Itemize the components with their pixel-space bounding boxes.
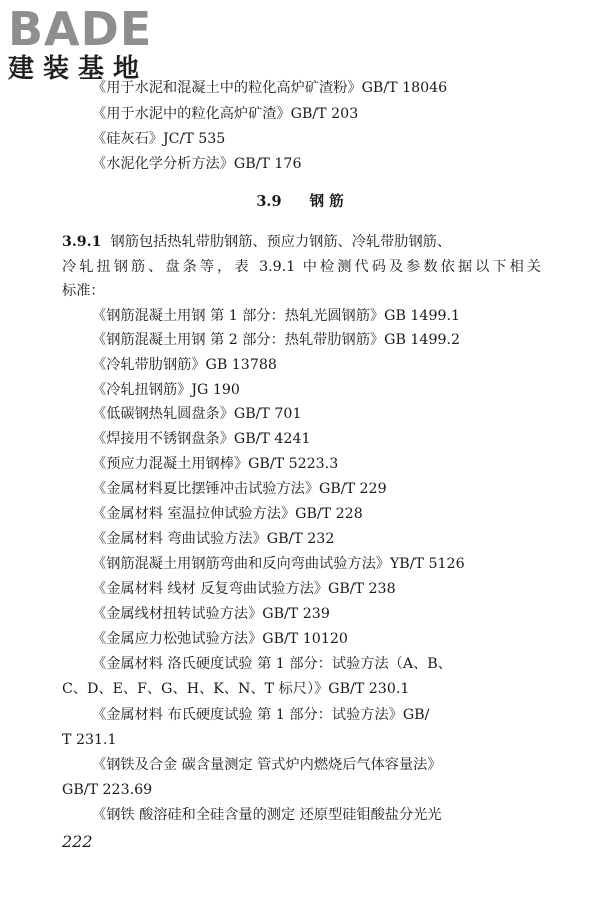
reference-line: 《钢筋混凝土用钢 第 1 部分：热轧光圆钢筋》GB 1499.1: [92, 308, 461, 324]
section-title: 钢 筋: [309, 193, 344, 210]
reference-line: 《金属材料 弯曲试验方法》GB/T 232: [92, 531, 335, 547]
reference-line: 《冷轧带肋钢筋》GB 13788: [92, 357, 277, 373]
reference-line: 《低碳钢热轧圆盘条》GB/T 701: [92, 406, 302, 422]
section-heading: [0, 192, 600, 212]
logo-chinese: 建装基地: [8, 54, 149, 84]
reference-line: 《金属应力松弛试验方法》GB/T 10120: [92, 631, 348, 647]
reference-line: 《钢铁 酸溶硅和全硅含量的测定 还原型硅钼酸盐分光光: [92, 807, 442, 823]
section-number: 3.9: [256, 193, 282, 210]
reference-line: 《钢筋混凝土用钢 第 2 部分：热轧带肋钢筋》GB 1499.2: [92, 332, 461, 348]
reference-line-continued: C、D、E、F、G、H、K、N、T 标尺）》GB/T 230.1: [62, 681, 410, 697]
reference-line: 《用于水泥和混凝土中的粒化高炉矿渣粉》GB/T 18046: [92, 80, 448, 96]
reference-line-continued: GB/T 223.69: [62, 782, 153, 798]
clause-number: 3.9.1: [62, 234, 102, 250]
reference-line: 《金属材料 室温拉伸试验方法》GB/T 228: [92, 506, 363, 522]
logo-wordmark: BADE: [8, 2, 153, 56]
reference-line: 《金属材料夏比摆锤冲击试验方法》GB/T 229: [92, 481, 387, 497]
reference-line: 《冷轧扭钢筋》JG 190: [92, 382, 240, 398]
page-number: 222: [62, 832, 93, 851]
reference-line: 《硅灰石》JC/T 535: [92, 131, 226, 147]
clause-line-3: 标准：: [62, 283, 105, 299]
clause-text: 钢筋包括热轧带肋钢筋、预应力钢筋、冷轧带肋钢筋、: [110, 234, 452, 250]
reference-line: 《金属材料 布氏硬度试验 第 1 部分：试验方法》GB/: [92, 707, 430, 723]
reference-line: 《焊接用不锈钢盘条》GB/T 4241: [92, 431, 311, 447]
reference-line-continued: T 231.1: [62, 732, 117, 748]
reference-line: 《金属材料 线材 反复弯曲试验方法》GB/T 238: [92, 581, 396, 597]
clause-line-2: 冷轧扭钢筋、盘条等，表 3.9.1 中检测代码及参数依据以下相关: [62, 259, 541, 275]
logo: [8, 2, 178, 86]
reference-line: 《预应力混凝土用钢棒》GB/T 5223.3: [92, 456, 339, 472]
reference-line: 《钢筋混凝土用钢筋弯曲和反向弯曲试验方法》YB/T 5126: [92, 556, 465, 572]
reference-line: 《用于水泥中的粒化高炉矿渣》GB/T 203: [92, 106, 359, 122]
clause-line-1: [62, 232, 451, 252]
reference-line: 《金属线材扭转试验方法》GB/T 239: [92, 606, 330, 622]
reference-line: 《水泥化学分析方法》GB/T 176: [92, 156, 302, 172]
reference-line: 《钢铁及合金 碳含量测定 管式炉内燃烧后气体容量法》: [92, 757, 442, 773]
reference-line: 《金属材料 洛氏硬度试验 第 1 部分：试验方法（A、B、: [92, 656, 452, 672]
